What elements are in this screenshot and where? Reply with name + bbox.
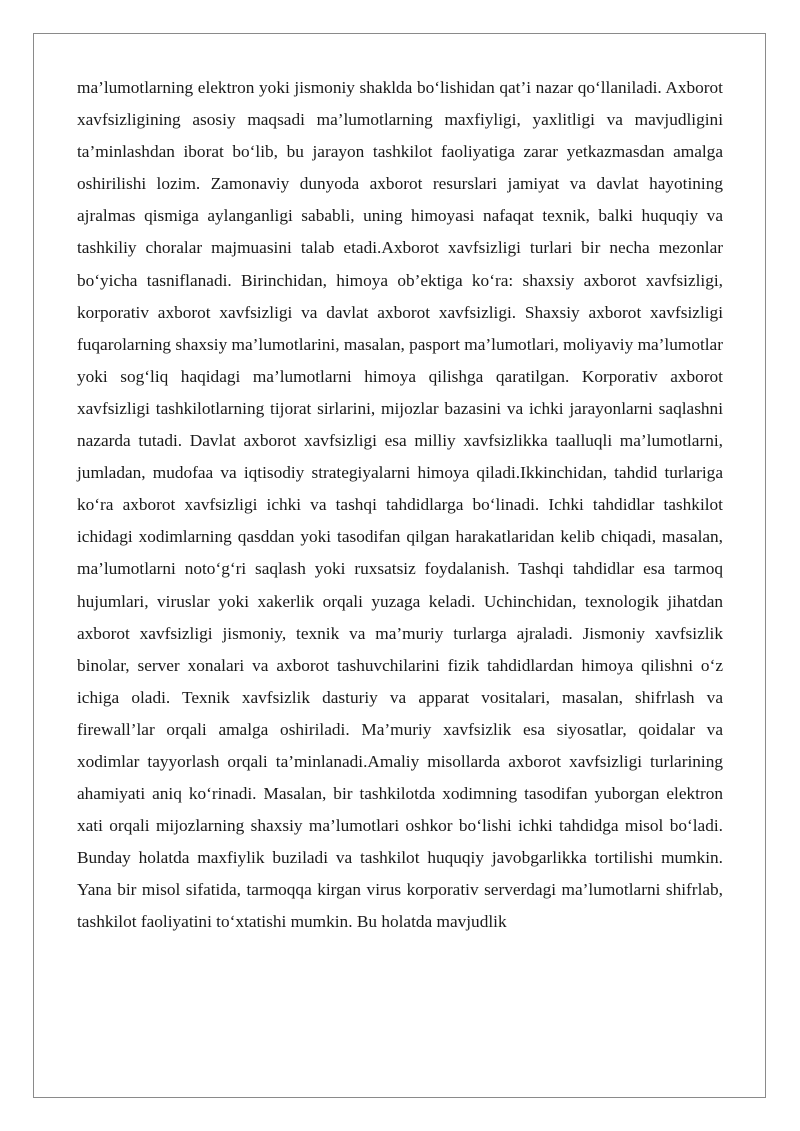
body-paragraph: ma’lumotlarning elektron yoki jismoniy shaklda bo‘lishidan qat’i nazar qo‘llaniladi. Axborot xavfsizligining asosiy maqsadi ma’lumotlarning maxfiyligi, yaxlitligi va mavjudligini ta’minlashdan iborat bo‘lib, bu jarayon tashkilot faoliyatiga zarar yetkazmasdan amalga oshirilishi lozim. Zamonaviy dunyoda axborot resurslari jamiyat va davlat hayotining ajralmas qismiga aylanganligi sababli, uning himoyasi nafaqat texnik, balki huquqiy va tashkiliy choralar majmuasini talab etadi.Axborot xavfsizligi turlari bir necha mezonlar bo‘yicha tasniflanadi. Birinchidan, himoya ob’ektiga ko‘ra: shaxsiy axborot xavfsizligi, korporativ axborot xavfsizligi va davlat axborot xavfsizligi. Shaxsiy axborot xavfsizligi fuqarolarning shaxsiy ma’lumotlarini, masalan, pasport ma’lumotlari, moliyaviy ma’lumotlar yoki sog‘liq haqidagi ma’lumotlarni himoya qilishga qaratilgan. Korporativ axborot xavfsizligi tashkilotlarning tijorat sirlarini, mijozlar bazasini va ichki jarayonlarni saqlashni nazarda tutadi. Davlat axborot xavfsizligi esa milliy xavfsizlikka taalluqli ma’lumotlarni, jumladan, mudofaa va iqtisodiy strategiyalarni himoya qiladi.Ikkinchidan, tahdid turlariga ko‘ra axborot xavfsizligi ichki va tashqi tahdidlarga bo‘linadi. Ichki tahdidlar tashkilot ichidagi xodimlarning qasddan yoki tasodifan qilgan harakatlaridan kelib chiqadi, masalan, ma’lumotlarni noto‘g‘ri saqlash yoki ruxsatsiz foydalanish. Tashqi tahdidlar esa tarmoq hujumlari, viruslar yoki xakerlik orqali yuzaga keladi. Uchinchidan, texnologik jihatdan axborot xavfsizligi jismoniy, texnik va ma’muriy turlarga ajraladi. Jismoniy xavfsizlik binolar, server xonalari va axborot tashuvchilarini fizik tahdidlardan himoya qilishni o‘z ichiga oladi. Texnik xavfsizlik dasturiy va apparat vositalari, masalan, shifrlash va firewall’lar orqali amalga oshiriladi. Ma’muriy xavfsizlik esa siyosatlar, qoidalar va xodimlar tayyorlash orqali ta’minlanadi.Amaliy misollarda axborot xavfsizligi turlarining ahamiyati aniq ko‘rinadi. Masalan, bir tashkilotda xodimning tasodifan yuborgan elektron xati orqali mijozlarning shaxsiy ma’lumotlari oshkor bo‘lishi ichki tahdidga misol bo‘ladi. Bunday holatda maxfiylik buziladi va tashkilot huquqiy javobgarlikka tortilishi mumkin. Yana bir misol sifatida, tarmoqqa kirgan virus korporativ serverdagi ma’lumotlarni shifrlab, tashkilot faoliyatini to‘xtatishi mumkin. Bu holatda mavjudlik xyxy=(77,78,723,932)
